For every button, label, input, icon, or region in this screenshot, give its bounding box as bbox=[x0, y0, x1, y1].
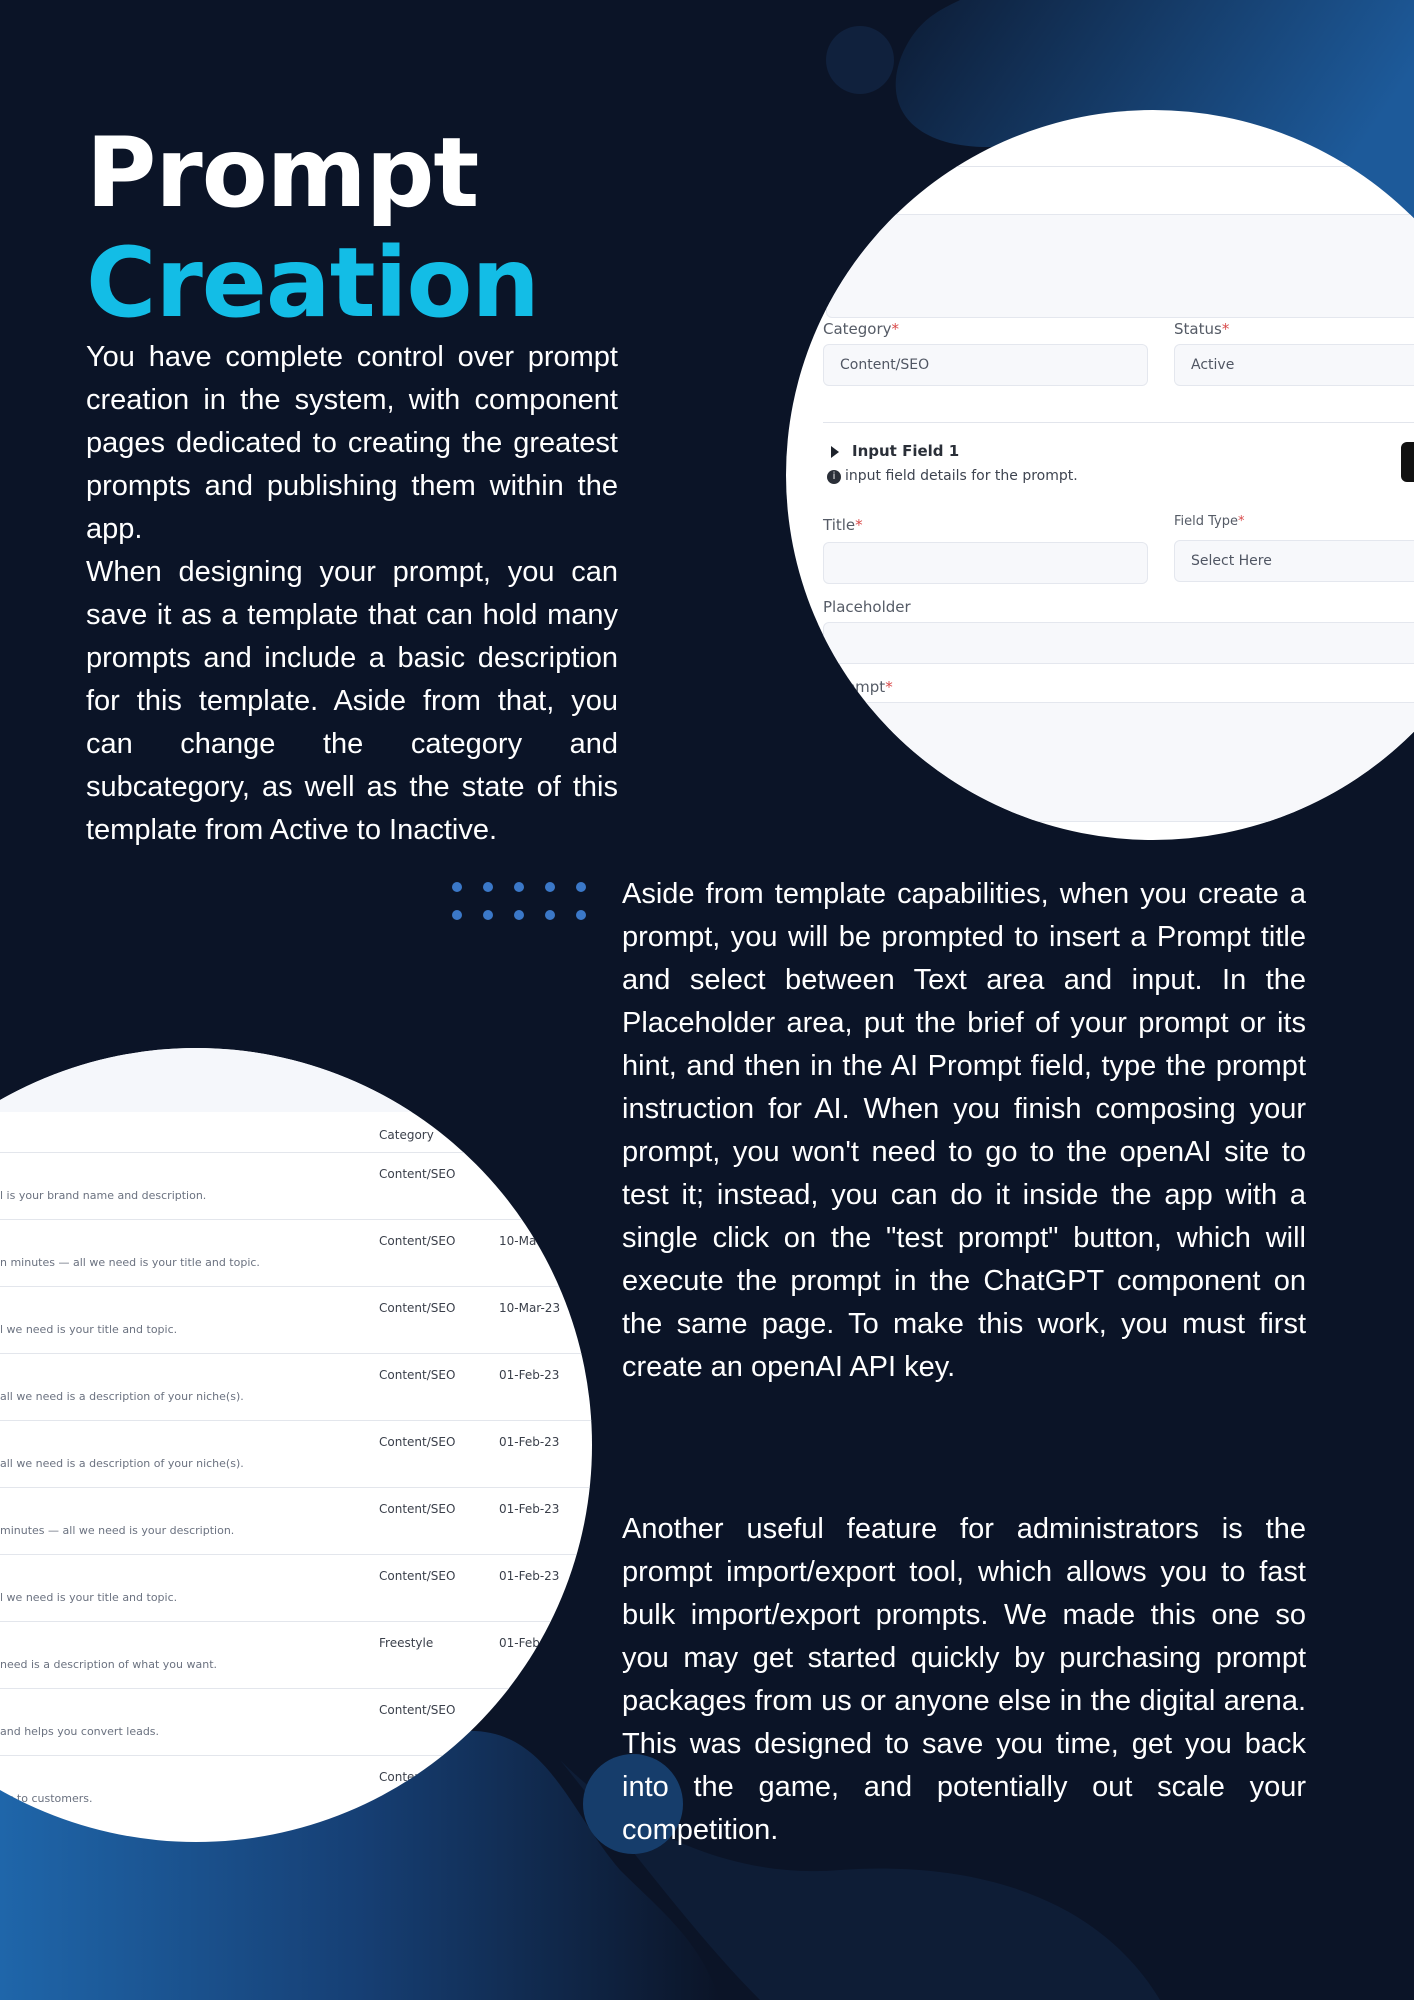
table-row[interactable] bbox=[0, 1554, 592, 1621]
row-category: Content/SEO bbox=[379, 1167, 456, 1181]
status-select[interactable]: Active bbox=[1174, 344, 1414, 386]
row-date: 01-Feb bbox=[499, 1636, 540, 1650]
row-category: Freestyle bbox=[379, 1636, 434, 1650]
remove-field-button[interactable] bbox=[1401, 442, 1414, 482]
small-top-blob bbox=[826, 26, 894, 94]
placeholder-label: Placeholder bbox=[823, 598, 911, 616]
dot bbox=[514, 882, 524, 892]
dot bbox=[452, 882, 462, 892]
divider bbox=[786, 166, 1414, 167]
row-description: tic to customers. bbox=[0, 1792, 93, 1805]
prompt-textarea[interactable] bbox=[823, 702, 1414, 822]
row-category: Conten bbox=[379, 1770, 423, 1784]
dot bbox=[545, 882, 555, 892]
prompt-paragraph: Aside from template capabilities, when you create a prompt, you will be prompted to insert a Prompt title and select between Text area and input. In the Placeholder area, put the brief of your prompt or its hint, and then in the AI Prompt field, type the prompt instruction for AI. When you finish composing your prompt, you won't need to go to the openAI site to test it; instead, you can do it inside the app with a single click on the "test prompt" button, which will execute the prompt in the ChatGPT component on the same page. To make this work, you must first create an openAI API key. bbox=[622, 878, 1306, 1383]
row-description: l is your brand name and description. bbox=[0, 1189, 207, 1202]
table-row[interactable] bbox=[0, 1152, 592, 1219]
dot bbox=[452, 910, 462, 920]
dot bbox=[514, 910, 524, 920]
row-date: 01-Feb-23 bbox=[499, 1368, 560, 1382]
row-date: 10-Mar-23 bbox=[499, 1301, 561, 1315]
category-column-header: Category bbox=[379, 1128, 434, 1142]
row-description: minutes — all we need is your description. bbox=[0, 1524, 235, 1537]
row-description: all we need is a description of your niche(s). bbox=[0, 1457, 244, 1470]
description-textarea[interactable] bbox=[826, 214, 1414, 318]
dot bbox=[483, 882, 493, 892]
dot-pattern bbox=[452, 882, 588, 922]
row-category: Content/SEO bbox=[379, 1234, 456, 1248]
input-field-hint: i input field details for the prompt. bbox=[827, 468, 1078, 484]
status-label: Status* bbox=[1174, 320, 1230, 338]
table-row[interactable] bbox=[0, 1755, 592, 1822]
row-description: l we need is your title and topic. bbox=[0, 1323, 178, 1336]
table-row[interactable] bbox=[0, 1286, 592, 1353]
dot bbox=[576, 910, 586, 920]
divider bbox=[823, 422, 1414, 423]
import-export-paragraph: Another useful feature for administrators is the prompt import/export tool, which allows you to fast bulk import/export prompts. We made this one so you may get started quickly by purchasing prompt packages from us or anyone else in the digital arena. This was designed to save you time, get you back into the game, and potentially out scale your competition. bbox=[622, 1513, 1306, 1846]
intro-paragraph: You have complete control over prompt creation in the system, with component pages dedicated to creating the greatest prompts and publishing them within the app. bbox=[86, 341, 618, 545]
table-row[interactable] bbox=[0, 1487, 592, 1554]
row-description: l we need is your title and topic. bbox=[0, 1591, 178, 1604]
title-line-2: Creation bbox=[86, 227, 539, 339]
row-category: Content/SEO bbox=[379, 1569, 456, 1583]
table-row[interactable] bbox=[0, 1219, 592, 1286]
info-icon: i bbox=[827, 470, 841, 484]
row-date: 01-Feb-23 bbox=[499, 1569, 560, 1583]
row-date: 01-Feb-23 bbox=[499, 1502, 560, 1516]
dot bbox=[576, 882, 586, 892]
placeholder-input[interactable] bbox=[823, 622, 1414, 664]
row-category: Content/SEO bbox=[379, 1703, 456, 1717]
row-category: Content/SEO bbox=[379, 1368, 456, 1382]
category-label: Category* bbox=[823, 320, 900, 338]
table-header-bar bbox=[0, 1048, 592, 1112]
table-row[interactable] bbox=[0, 1621, 592, 1688]
category-select[interactable]: Content/SEO bbox=[823, 344, 1148, 386]
row-description: and helps you convert leads. bbox=[0, 1725, 160, 1738]
field-type-select[interactable]: Select Here bbox=[1174, 540, 1414, 582]
title-label: Title* bbox=[823, 516, 863, 534]
input-field-heading: Input Field 1 bbox=[852, 442, 960, 460]
table-row[interactable] bbox=[0, 1420, 592, 1487]
row-category: Content/SEO bbox=[379, 1301, 456, 1315]
dot bbox=[483, 910, 493, 920]
field-type-label: Field Type* bbox=[1174, 514, 1245, 529]
row-description: n minutes — all we need is your title and topic. bbox=[0, 1256, 260, 1269]
table-row[interactable] bbox=[0, 1688, 592, 1755]
form-screenshot-circle bbox=[786, 110, 1414, 840]
table-row[interactable] bbox=[0, 1353, 592, 1420]
row-category: Content/SEO bbox=[379, 1435, 456, 1449]
table-screenshot-circle bbox=[0, 1048, 592, 1842]
row-category: Content/SEO bbox=[379, 1502, 456, 1516]
title-line-1: Prompt bbox=[86, 117, 479, 229]
row-description: all we need is a description of your niche(s). bbox=[0, 1390, 244, 1403]
row-date: 01-Feb-23 bbox=[499, 1435, 560, 1449]
dot bbox=[545, 910, 555, 920]
prompt-label: ompt* bbox=[846, 678, 893, 696]
title-input[interactable] bbox=[823, 542, 1148, 584]
template-paragraph: When designing your prompt, you can save it as a template that can hold many prompts and include a basic description for this template. Aside from that, you can change the category and subcategory, as well as the state of this template from Active to Inactive. bbox=[86, 556, 618, 846]
expand-arrow-icon[interactable] bbox=[831, 446, 839, 458]
row-date: 10-Ma bbox=[499, 1234, 537, 1248]
row-description: need is a description of what you want. bbox=[0, 1658, 218, 1671]
